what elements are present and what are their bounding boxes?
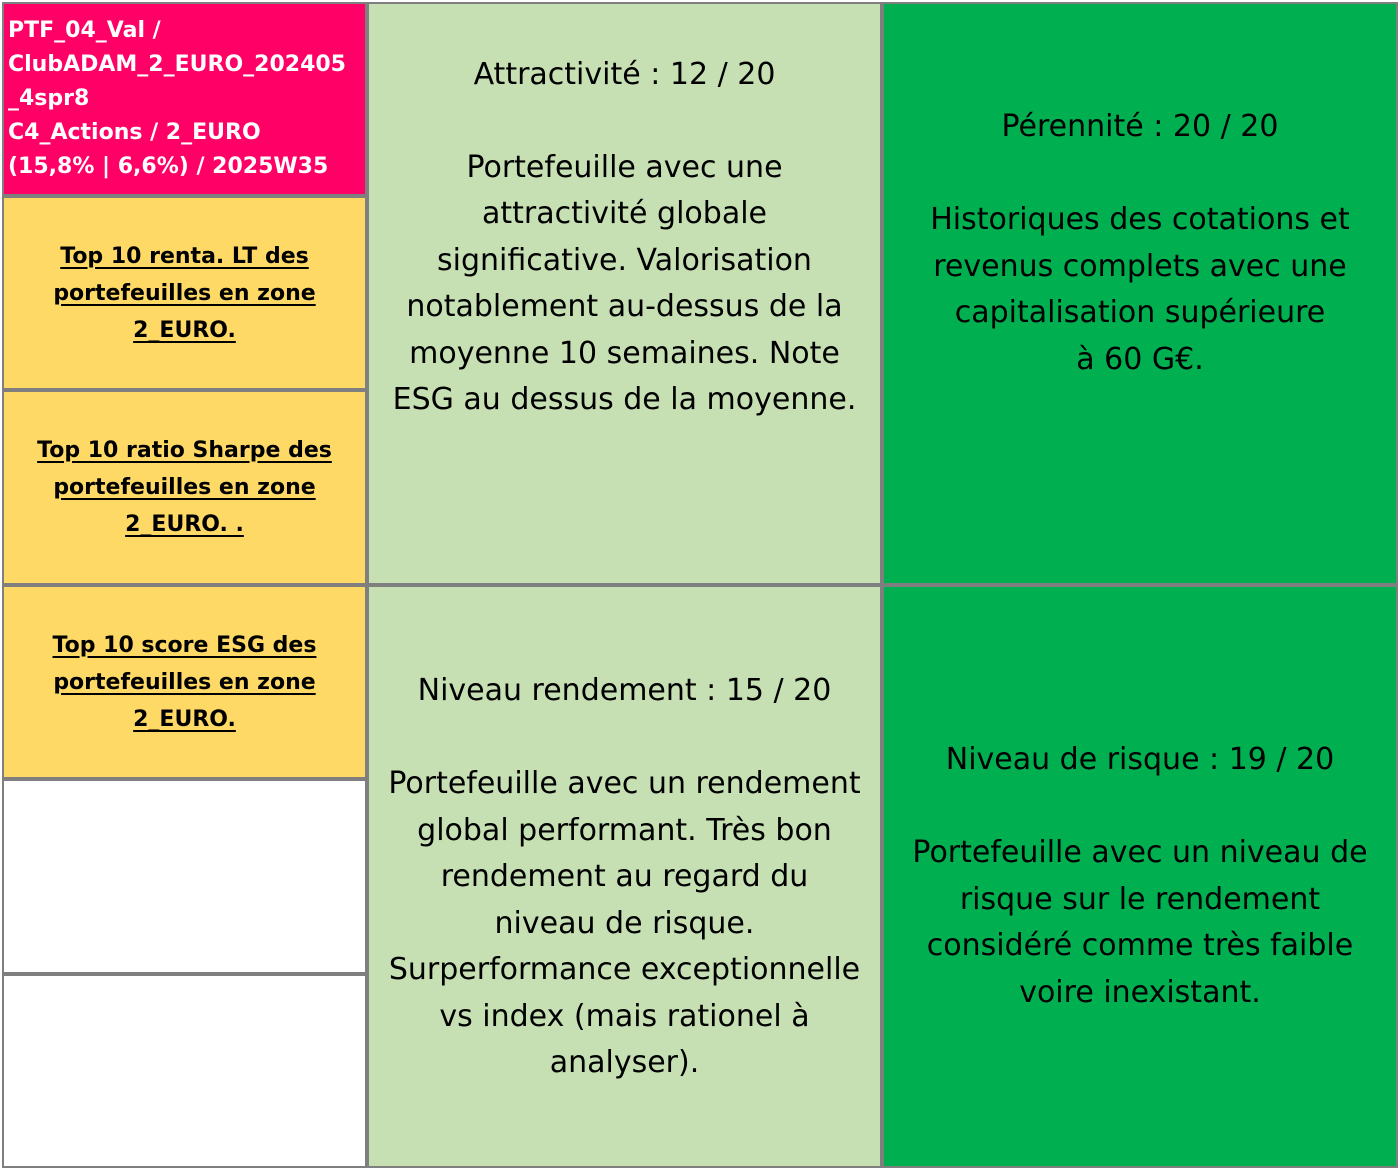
link-line: Top 10 score ESG des: [52, 632, 317, 658]
perennite-text-line: revenus complets avec une: [933, 248, 1347, 284]
rendement-text-line: vs index (mais rationel à: [439, 998, 810, 1034]
risque-text-line: considéré comme très faible: [926, 928, 1354, 963]
risque-cell: [882, 585, 1398, 1168]
perennite-text-line: capitalisation supérieure: [954, 295, 1326, 330]
risque-text-line: risque sur le rendement: [959, 881, 1321, 917]
attractivite-heading: Attractivité : 12 / 20: [473, 56, 776, 92]
portfolio-title-line: (15,8% | 6,6%) / 2025W35: [8, 154, 329, 179]
portfolio-title-line: ClubADAM_2_EURO_202405: [8, 52, 346, 77]
rendement-text-line: Portefeuille avec un rendement: [388, 766, 861, 802]
risque-heading: Niveau de risque : 19 / 20: [945, 742, 1335, 777]
link-line: portefeuilles en zone: [53, 280, 316, 306]
link-line: 2_EURO.: [133, 706, 236, 732]
perennite-cell: [882, 2, 1398, 585]
link-line: 2_EURO. .: [125, 512, 244, 537]
top10-esg-cell: [2, 585, 367, 779]
attractivite-text-line: notablement au-dessus de la: [406, 289, 843, 324]
link-line: Top 10 ratio Sharpe des: [37, 438, 332, 463]
attractivite-text-line: significative. Valorisation: [437, 242, 812, 278]
attractivite-text-line: ESG au dessus de la moyenne.: [392, 382, 857, 417]
risque-text-line: voire inexistant.: [1019, 974, 1261, 1010]
attractivite-text-line: moyenne 10 semaines. Note: [409, 335, 840, 371]
empty-cell: [2, 974, 367, 1168]
rendement-text-line: Surperformance exceptionnelle: [388, 952, 861, 988]
attractivite-cell: [367, 2, 882, 585]
perennite-text-line: Historiques des cotations et: [930, 202, 1350, 237]
top10-esg-link[interactable]: [43, 627, 327, 738]
top10-sharpe-link[interactable]: [27, 432, 342, 543]
portfolio-title-cell: [2, 2, 367, 196]
rendement-cell: [367, 585, 882, 1168]
attractivite-text-line: Portefeuille avec une: [466, 149, 783, 185]
top10-renta-cell: [2, 196, 367, 390]
link-line: 2_EURO.: [133, 317, 236, 343]
top10-sharpe-cell: [2, 390, 367, 585]
rendement-text-line: niveau de risque.: [494, 905, 755, 941]
portfolio-title: [4, 14, 346, 184]
rendement-text-line: rendement au regard du: [440, 859, 809, 895]
attractivite-text-line: attractivité globale: [481, 196, 767, 231]
rendement-text-line: global performant. Très bon: [417, 812, 832, 848]
rendement-heading: Niveau rendement : 15 / 20: [417, 673, 832, 709]
link-line: portefeuilles en zone: [53, 475, 316, 500]
link-line: portefeuilles en zone: [53, 669, 316, 695]
rendement-text-line: analyser).: [549, 1045, 700, 1081]
link-line: Top 10 renta. LT des: [60, 243, 309, 269]
portfolio-title-line: C4_Actions / 2_EURO: [8, 120, 261, 145]
top10-renta-link[interactable]: [43, 238, 325, 349]
empty-cell: [2, 779, 367, 974]
perennite-heading: Pérennité : 20 / 20: [1001, 109, 1279, 144]
risque-text-line: Portefeuille avec un niveau de: [912, 835, 1368, 870]
portfolio-title-line: PTF_04_Val /: [8, 18, 161, 43]
portfolio-title-line: _4spr8: [8, 86, 90, 111]
perennite-text-line: à 60 G€.: [1076, 341, 1204, 377]
